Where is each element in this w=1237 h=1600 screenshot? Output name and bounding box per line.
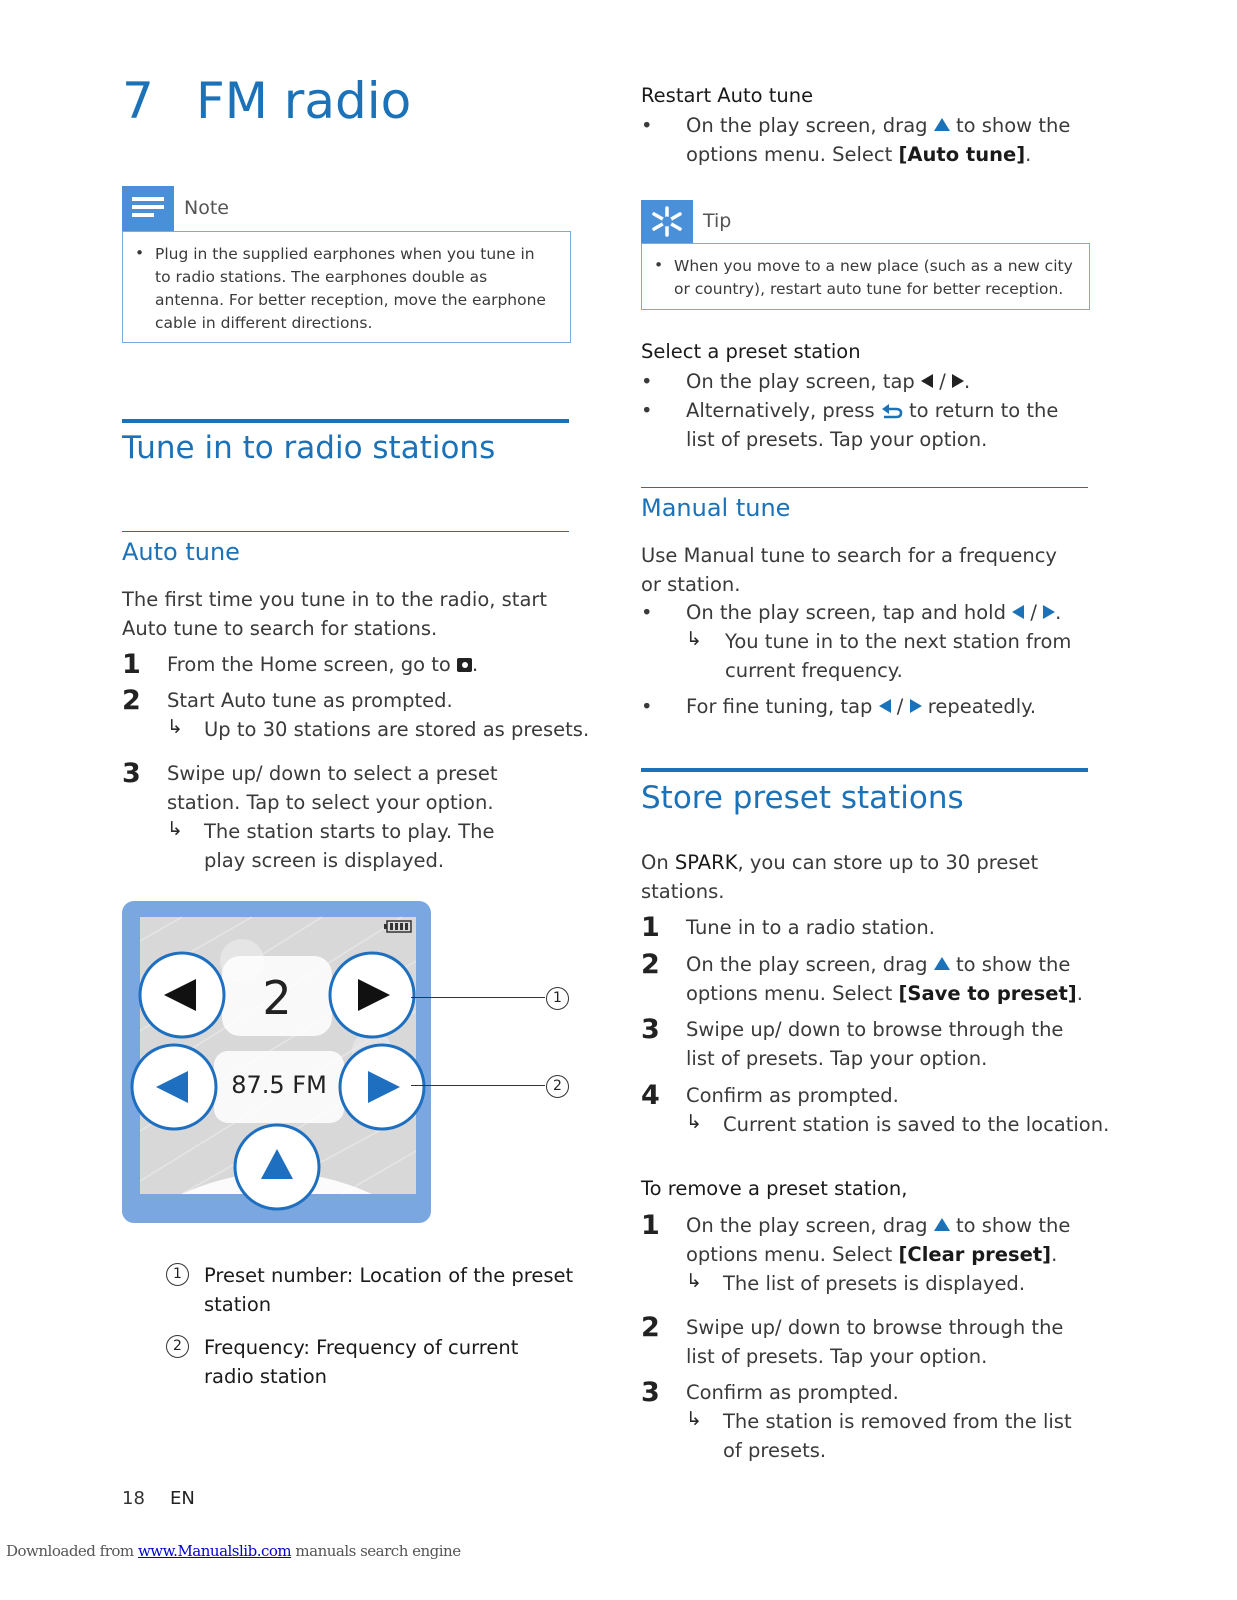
select-preset-item-2: • Alternatively, press to return to the list of presets. Tap your option. bbox=[641, 399, 1059, 451]
result-arrow-icon: ↳ bbox=[167, 716, 183, 738]
manual-tune-item-1: • On the play screen, tap and hold / . ↳ You tune in to the next station from current frequency. bbox=[641, 601, 1072, 682]
store-step-1: 1 Tune in to a radio station. bbox=[641, 912, 935, 943]
remove-step-2: 2 Swipe up/ down to browse through the list of presets. Tap your option. bbox=[641, 1312, 1064, 1368]
chapter-number: 7 bbox=[122, 72, 154, 130]
page-number: 18 bbox=[122, 1488, 145, 1509]
auto-tune-step-2: 2 Start Auto tune as prompted. ↳ Up to 30 stations are stored as presets. bbox=[122, 685, 590, 741]
next-icon bbox=[952, 374, 964, 388]
tip-icon bbox=[641, 200, 693, 243]
store-step-2: 2 On the play screen, drag to show the options menu. Select [Save to preset]. bbox=[641, 949, 1083, 1005]
callout-2: 2 bbox=[546, 1075, 569, 1098]
page-language: EN bbox=[170, 1488, 195, 1509]
drag-up-icon bbox=[934, 1218, 950, 1231]
subsection-rule bbox=[122, 531, 569, 532]
drag-up-icon bbox=[934, 118, 950, 131]
subsection-rule bbox=[641, 487, 1088, 488]
next-icon bbox=[1043, 605, 1055, 619]
frequency-display: 87.5 FM bbox=[231, 1071, 327, 1099]
tip-label: Tip bbox=[703, 210, 732, 232]
store-step-3: 3 Swipe up/ down to browse through the list of presets. Tap your option. bbox=[641, 1014, 1064, 1070]
callout-line-1 bbox=[411, 997, 545, 998]
legend-item-1: 1 Preset number: Location of the preset station bbox=[166, 1261, 576, 1323]
manual-tune-item-2: • For fine tuning, tap / repeatedly. bbox=[641, 695, 1037, 718]
section-rule bbox=[641, 768, 1088, 772]
note-text: Plug in the supplied earphones when you tune in to radio stations. The earphones double as antenna. For better reception, move the earphone cable in different directions. bbox=[155, 245, 546, 332]
previous-icon bbox=[921, 374, 933, 388]
restart-item: • On the play screen, drag to show the options menu. Select [Auto tune]. bbox=[641, 114, 1071, 166]
next-icon bbox=[910, 699, 922, 713]
section-title-tune: Tune in to radio stations bbox=[122, 430, 496, 466]
previous-icon bbox=[1012, 605, 1024, 619]
auto-tune-step-1: 1 From the Home screen, go to . bbox=[122, 649, 479, 680]
result-arrow-icon: ↳ bbox=[686, 1111, 702, 1133]
note-box: • Plug in the supplied earphones when you tune in to radio stations. The earphones double as antenna. For better reception, move the earphone cable in different directions. bbox=[122, 231, 571, 343]
note-icon bbox=[122, 186, 174, 231]
preset-number-display: 2 bbox=[262, 971, 292, 1025]
manual-tune-intro: Use Manual tune to search for a frequency or station. bbox=[641, 544, 1057, 596]
radio-icon bbox=[457, 658, 472, 672]
section-title-store: Store preset stations bbox=[641, 780, 964, 816]
tip-box: • When you move to a new place (such as a new city or country), restart auto tune for better reception. bbox=[641, 243, 1090, 310]
previous-icon bbox=[879, 699, 891, 713]
select-preset-item-1: • On the play screen, tap / . bbox=[641, 370, 971, 393]
result-arrow-icon: ↳ bbox=[686, 1408, 702, 1430]
store-intro: On SPARK, you can store up to 30 preset stations. bbox=[641, 851, 1039, 903]
chapter-title bbox=[122, 72, 411, 130]
note-label: Note bbox=[184, 197, 229, 219]
remove-step-3: 3 Confirm as prompted. ↳ The station is removed from the list of presets. bbox=[641, 1377, 1072, 1462]
subsection-title-manual-tune: Manual tune bbox=[641, 494, 791, 522]
subsection-title-auto-tune: Auto tune bbox=[122, 538, 240, 566]
store-step-4: 4 Confirm as prompted. ↳ Current station is saved to the location. bbox=[641, 1080, 1110, 1136]
callout-1: 1 bbox=[546, 987, 569, 1010]
device-screen-illustration bbox=[122, 901, 431, 1223]
result-arrow-icon: ↳ bbox=[686, 1270, 702, 1292]
drag-up-icon bbox=[934, 957, 950, 970]
section-rule bbox=[122, 419, 569, 423]
auto-tune-step-3: 3 Swipe up/ down to select a preset station. Tap to select your option. ↳ The station starts to play. The play screen is displayed. bbox=[122, 758, 498, 872]
result-arrow-icon: ↳ bbox=[167, 818, 183, 840]
manualslib-link[interactable]: www.Manualslib.com bbox=[137, 1542, 292, 1560]
auto-tune-intro: The first time you tune in to the radio, start Auto tune to search for stations. bbox=[122, 588, 548, 640]
tip-text: When you move to a new place (such as a new city or country), restart auto tune for better reception. bbox=[674, 257, 1073, 298]
remove-title: To remove a preset station, bbox=[641, 1177, 908, 1200]
legend-item-2: 2 Frequency: Frequency of current radio station bbox=[166, 1333, 576, 1395]
select-preset-title: Select a preset station bbox=[641, 340, 861, 363]
download-footer: Downloaded from www.Manualslib.com manuals search engine bbox=[6, 1542, 461, 1560]
callout-line-2 bbox=[411, 1085, 545, 1086]
result-arrow-icon: ↳ bbox=[686, 628, 702, 650]
remove-step-1: 1 On the play screen, drag to show the options menu. Select [Clear preset]. ↳ The list of presets is displayed. bbox=[641, 1210, 1071, 1295]
back-icon bbox=[881, 398, 903, 414]
chapter-name: FM radio bbox=[196, 72, 412, 130]
restart-title: Restart Auto tune bbox=[641, 84, 814, 107]
